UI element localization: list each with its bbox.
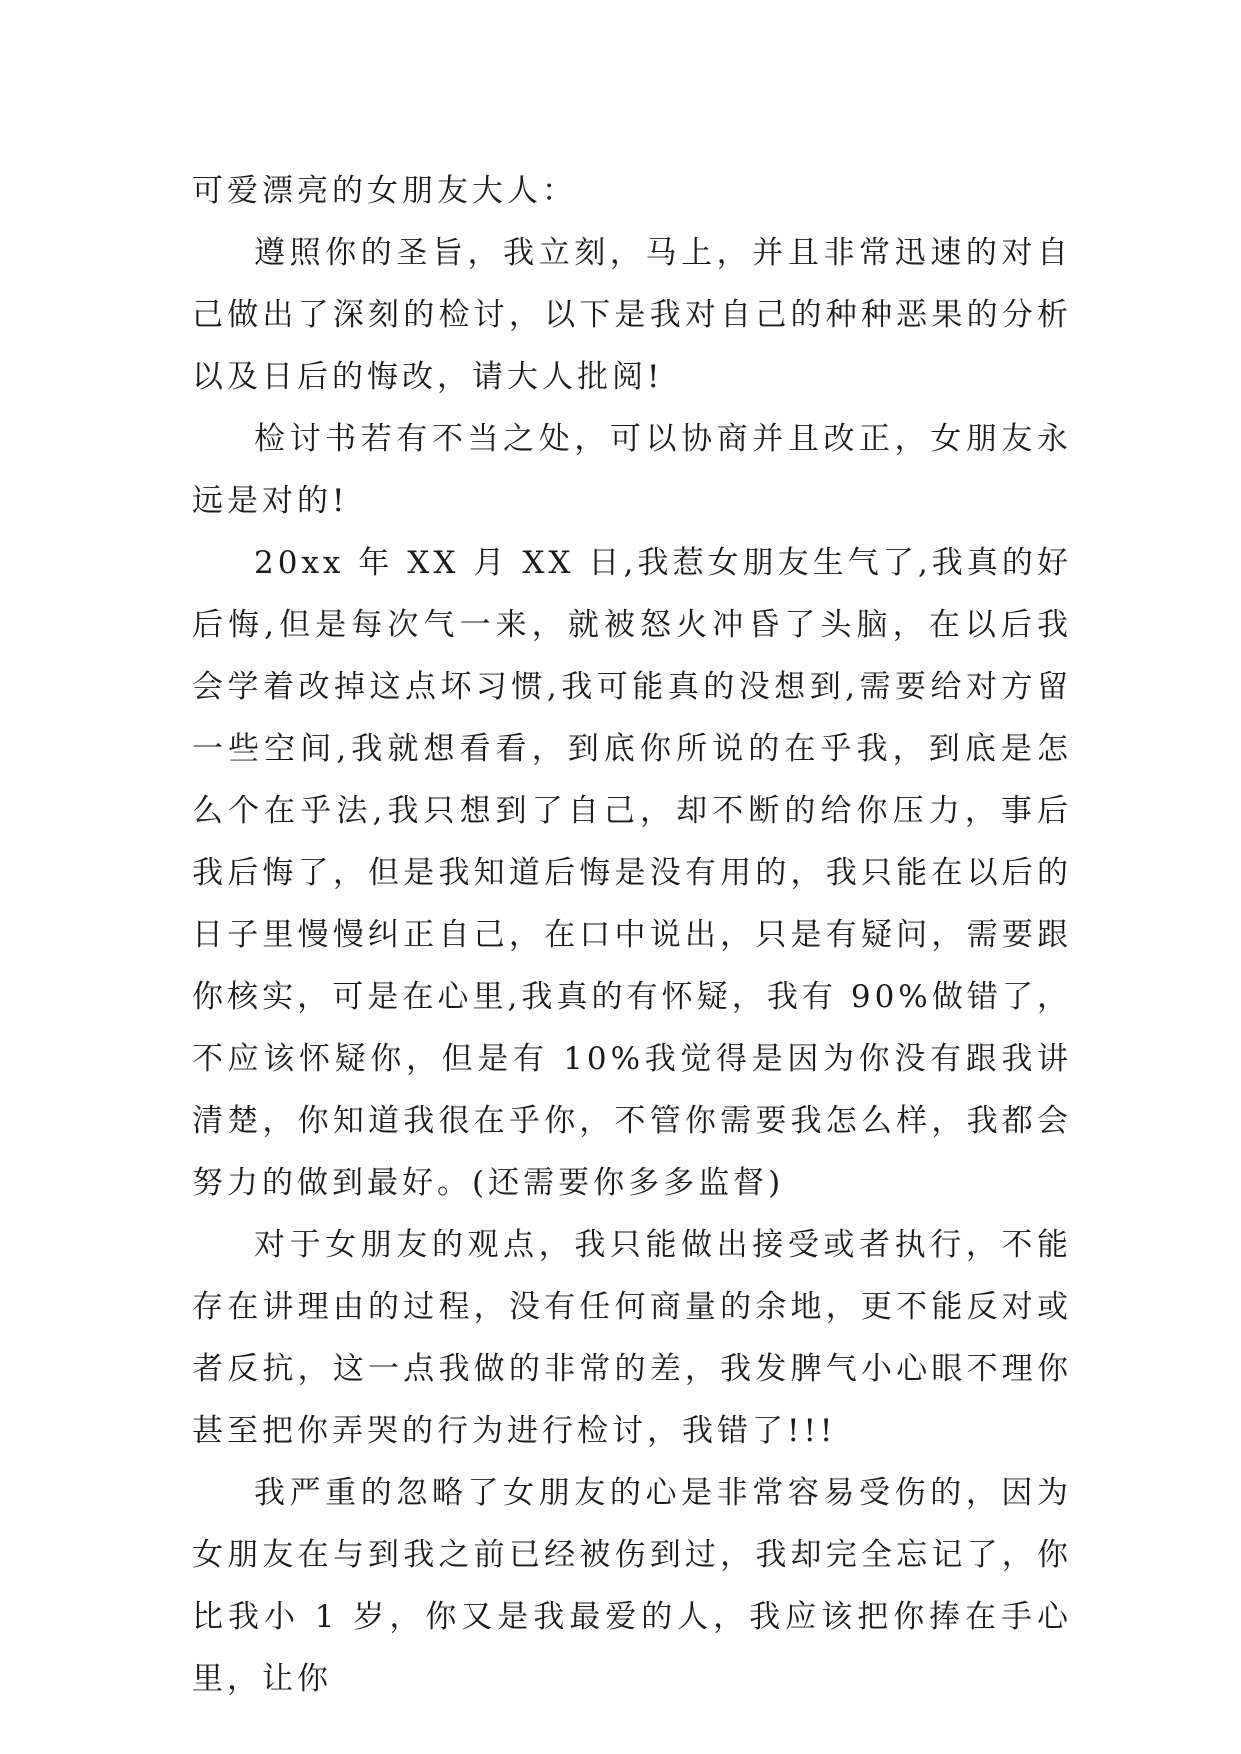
paragraph-3: 20xx 年 XX 月 XX 日,我惹女朋友生气了,我真的好后悔,但是每次气一来，就被怒火冲昏了头脑，在以后我会学着改掉这点坏习惯,我可能真的没想到,需要给对方留一些空间,我就想看看，到底你所说的在乎我，到底是怎么个在乎法,我只想到了自己，却不断的给你压力，事后我后悔了，但是我知道后悔是没有用的，我只能在以后的日子里慢慢纠正自己，在口中说出，只是有疑问，需要跟你核实，可是在心里,我真的有怀疑，我有 90%做错了，不应该怀疑你，但是有 10%我觉得是因为你没有跟我讲清楚，你知道我很在乎你，不管你需要我怎么样，我都会努力的做到最好。(还需要你多多监督)	[192, 545, 1072, 1201]
paragraph-1: 遵照你的圣旨，我立刻，马上，并且非常迅速的对自己做出了深刻的检讨，以下是我对自己的种种恶果的分析以及日后的悔改，请大人批阅!	[192, 235, 1072, 395]
letter-body	[192, 160, 1072, 1710]
paragraph-2: 检讨书若有不当之处，可以协商并且改正，女朋友永远是对的!	[192, 421, 1072, 519]
paragraph-5: 我严重的忽略了女朋友的心是非常容易受伤的，因为女朋友在与到我之前已经被伤到过，我却完全忘记了，你比我小 1 岁，你又是我最爱的人，我应该把你捧在手心里，让你	[192, 1475, 1072, 1697]
paragraph-4: 对于女朋友的观点，我只能做出接受或者执行，不能存在讲理由的过程，没有任何商量的余地，更不能反对或者反抗，这一点我做的非常的差，我发脾气小心眼不理你甚至把你弄哭的行为进行检讨，我错了!!!	[192, 1227, 1072, 1449]
letter-greeting: 可爱漂亮的女朋友大人：	[192, 173, 577, 209]
